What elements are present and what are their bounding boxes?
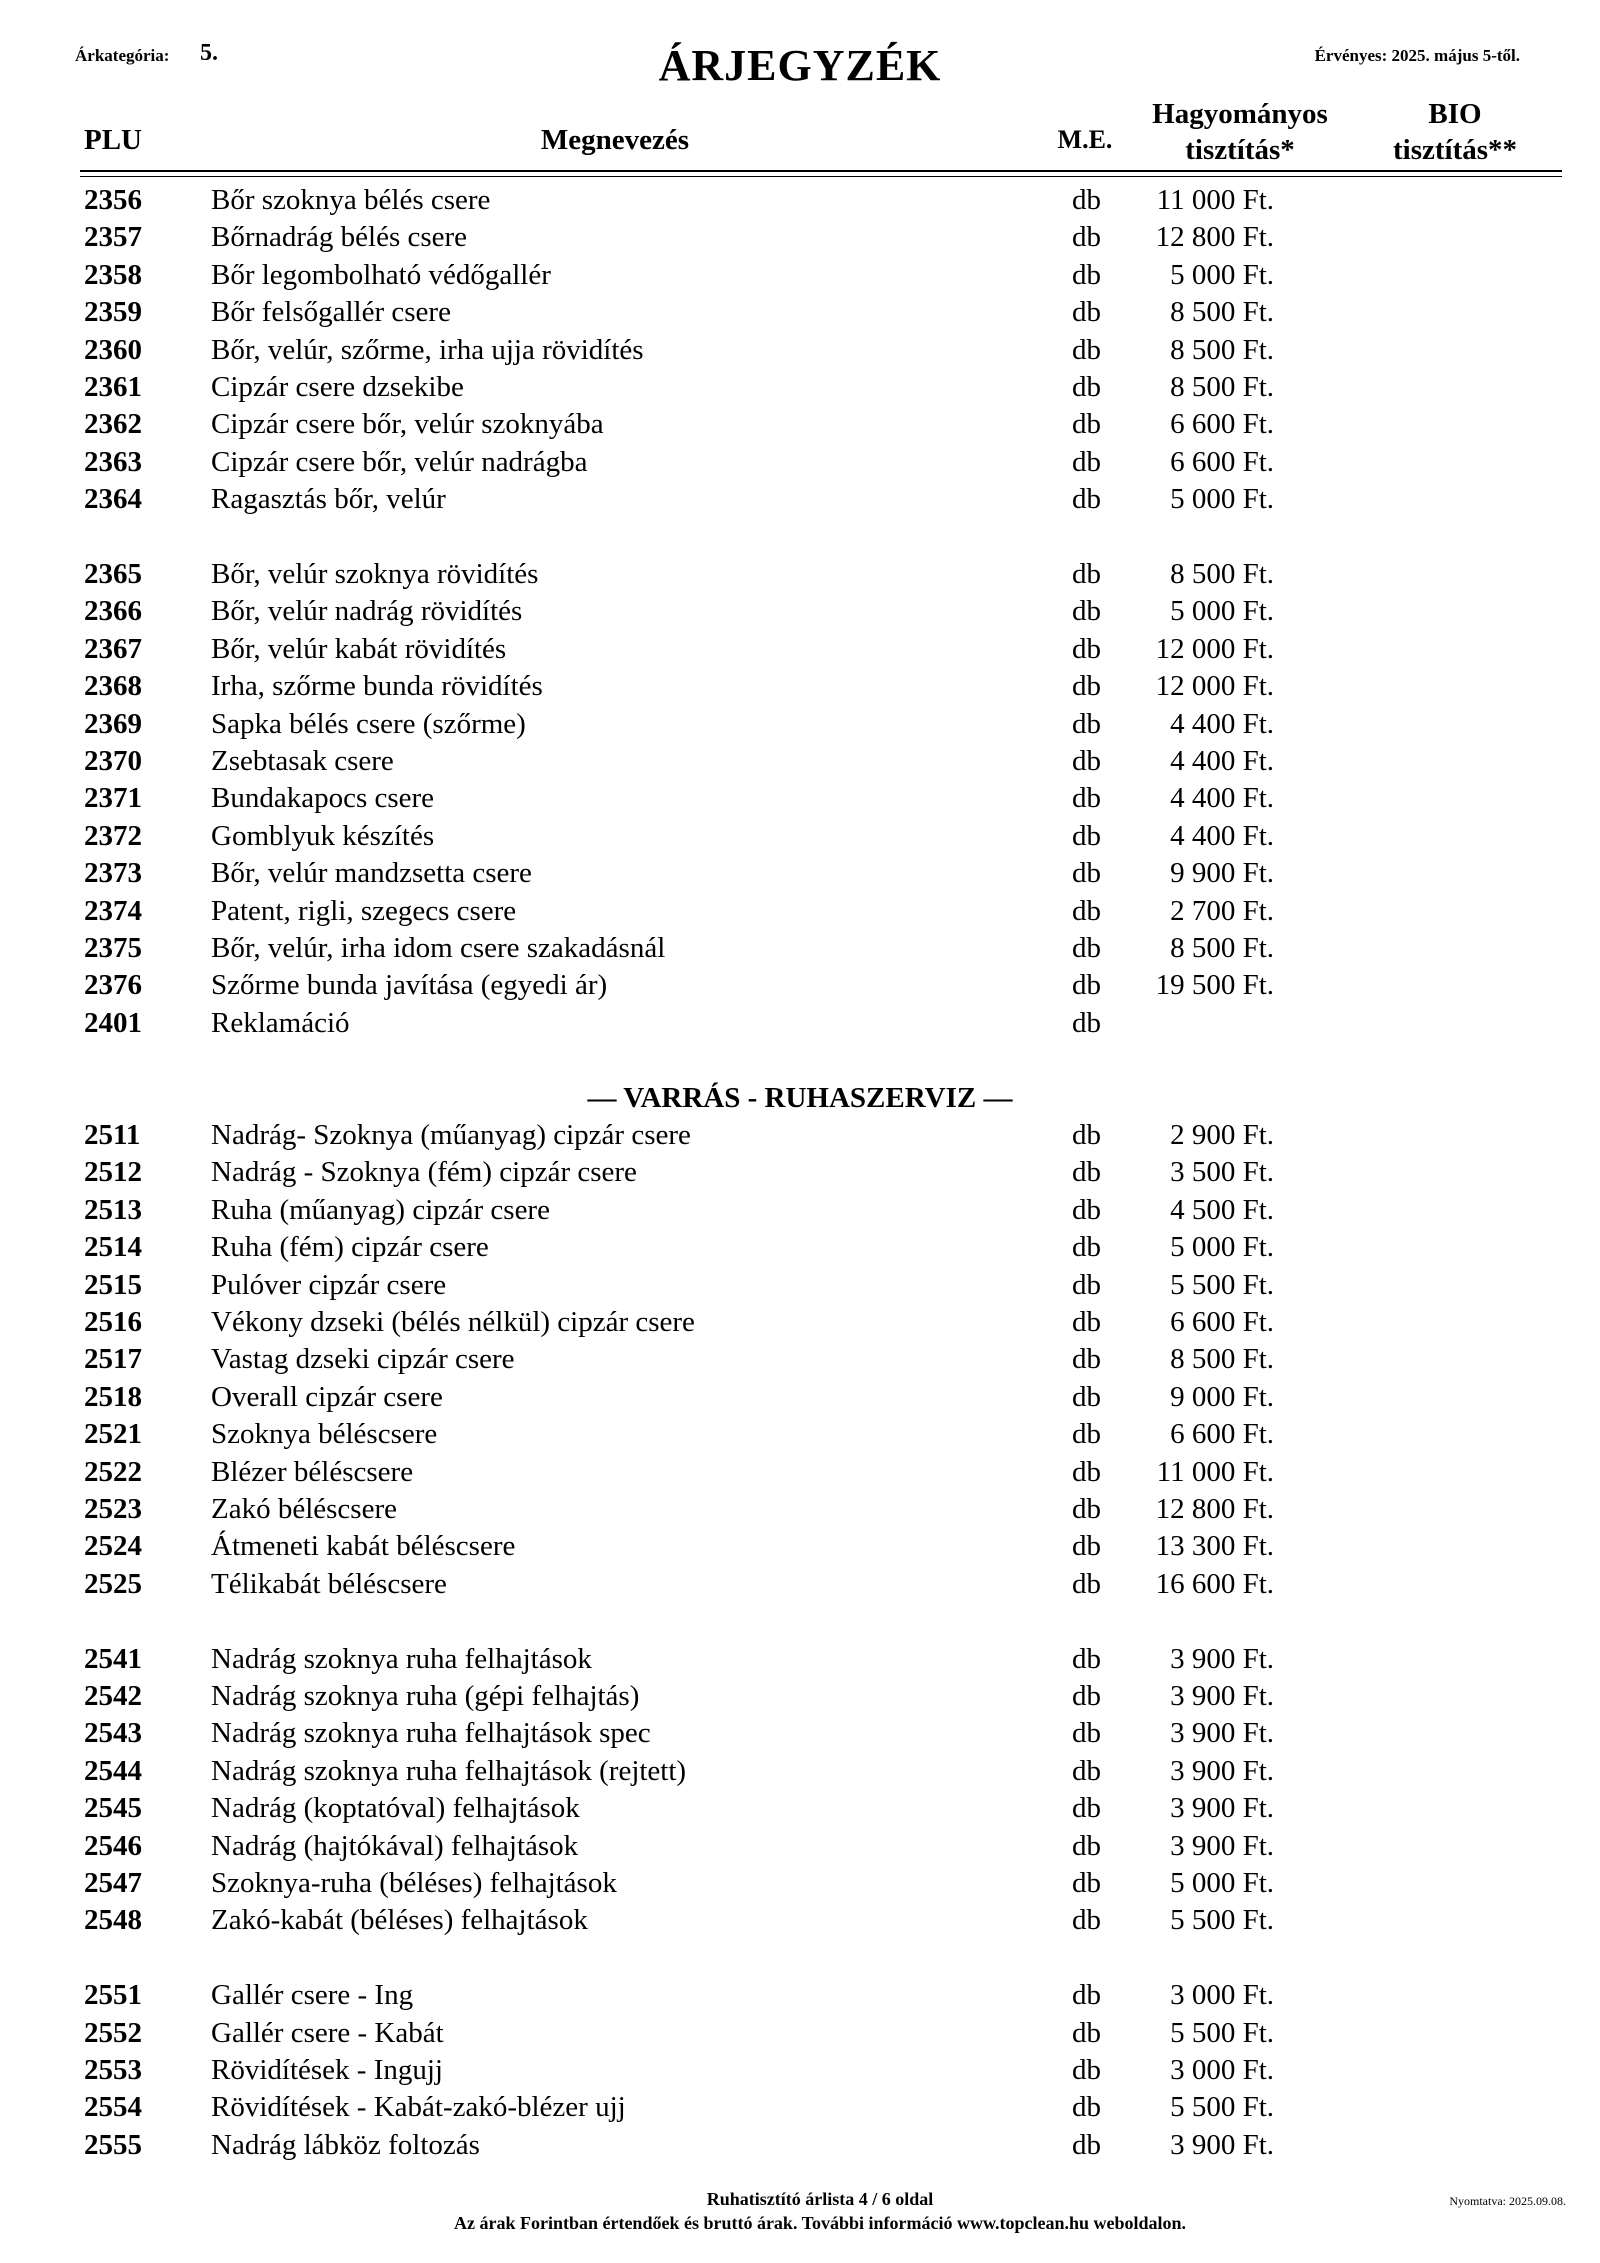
traditional-price: 8 500 Ft. <box>1170 371 1274 403</box>
traditional-price: 6 600 Ft. <box>1170 445 1274 478</box>
item-name: Nadrág szoknya ruha (gépi felhajtás) <box>211 1680 640 1712</box>
traditional-price: 8 500 Ft. <box>1170 333 1274 366</box>
item-name: Reklamáció <box>211 1006 350 1039</box>
plu-code: 2367 <box>84 632 142 665</box>
unit-of-measure: db <box>1072 819 1101 852</box>
plu-code: 2376 <box>84 969 142 1002</box>
footer-page-info: Ruhatisztító árlista 4 / 6 oldal <box>706 2189 934 2209</box>
item-name: Bőr, velúr nadrág rövidítés <box>211 595 523 628</box>
traditional-price: 3 900 Ft. <box>1170 1680 1274 1712</box>
unit-of-measure: db <box>1072 1867 1101 1899</box>
item-name: Cipzár csere bőr, velúr szoknyába <box>211 408 604 441</box>
traditional-price: 3 900 Ft. <box>1170 1792 1274 1825</box>
plu-code: 2541 <box>84 1642 142 1675</box>
table-row <box>0 1678 1600 1715</box>
unit-of-measure: db <box>1072 1119 1101 1151</box>
valid-from-date: Érvényes: 2025. május 5-től. <box>1314 46 1520 65</box>
printed-date: Nyomtatva: 2025.09.08. <box>1449 2194 1566 2208</box>
traditional-price: 16 600 Ft. <box>1155 1567 1274 1600</box>
traditional-price: 5 500 Ft. <box>1170 2016 1274 2049</box>
traditional-price: 12 800 Ft. <box>1155 1493 1274 1525</box>
item-name: Szoknya-ruha (béléses) felhajtások <box>211 1867 617 1899</box>
table-row <box>0 481 1600 518</box>
unit-of-measure: db <box>1072 1231 1101 1264</box>
item-name: Ruha (fém) cipzár csere <box>211 1231 489 1264</box>
plu-code: 2548 <box>84 1904 142 1937</box>
table-row <box>0 1379 1600 1416</box>
column-header-bio-line2: tisztítás** <box>1392 134 1518 166</box>
unit-of-measure: db <box>1072 2054 1101 2086</box>
table-row <box>0 1715 1600 1752</box>
traditional-price: 4 400 Ft. <box>1170 745 1274 777</box>
unit-of-measure: db <box>1072 969 1101 1002</box>
table-row <box>0 631 1600 668</box>
unit-of-measure: db <box>1072 2016 1101 2049</box>
item-name: Nadrág szoknya ruha felhajtások <box>211 1642 592 1675</box>
traditional-price: 6 600 Ft. <box>1170 408 1274 441</box>
item-name: Zakó-kabát (béléses) felhajtások <box>211 1904 588 1937</box>
traditional-price: 4 400 Ft. <box>1170 782 1274 815</box>
unit-of-measure: db <box>1072 1792 1101 1825</box>
traditional-price: 8 500 Ft. <box>1170 558 1274 590</box>
plu-code: 2362 <box>84 408 142 441</box>
item-name: Bőr felsőgallér csere <box>211 296 451 329</box>
plu-code: 2373 <box>84 857 142 890</box>
item-name: Bőr szoknya bélés csere <box>211 184 491 216</box>
item-name: Bundakapocs csere <box>211 782 435 815</box>
table-row <box>0 743 1600 780</box>
table-row <box>0 893 1600 930</box>
table-row <box>0 593 1600 630</box>
item-name: Átmeneti kabát béléscsere <box>211 1530 516 1563</box>
table-row <box>0 2089 1600 2126</box>
table-row <box>0 556 1600 593</box>
plu-code: 2512 <box>84 1156 142 1189</box>
traditional-price: 13 300 Ft. <box>1155 1530 1274 1563</box>
unit-of-measure: db <box>1072 745 1101 777</box>
item-name: Bőr, velúr, irha idom csere szakadásnál <box>211 932 666 964</box>
unit-of-measure: db <box>1072 1343 1101 1376</box>
unit-of-measure: db <box>1072 1567 1101 1600</box>
plu-code: 2514 <box>84 1231 142 1264</box>
item-name: Cipzár csere bőr, velúr nadrágba <box>211 445 588 478</box>
plu-code: 2547 <box>84 1867 142 1899</box>
table-row <box>0 1753 1600 1790</box>
column-header-traditional-line2: tisztítás* <box>1185 134 1295 166</box>
plu-code: 2356 <box>84 184 142 216</box>
column-header-traditional-line1: Hagyományos <box>1152 98 1328 130</box>
header-rule-thin <box>80 176 1562 177</box>
traditional-price: 5 000 Ft. <box>1170 483 1274 516</box>
item-name: Szőrme bunda javítása (egyedi ár) <box>211 969 608 1002</box>
traditional-price: 6 600 Ft. <box>1170 1306 1274 1338</box>
traditional-price: 2 700 Ft. <box>1170 894 1274 927</box>
price-category-label: Árkategória: <box>75 46 170 65</box>
item-name: Gallér csere - Kabát <box>211 2016 444 2049</box>
unit-of-measure: db <box>1072 371 1101 403</box>
traditional-price: 3 000 Ft. <box>1170 2054 1274 2086</box>
plu-code: 2518 <box>84 1380 142 1413</box>
item-name: Nadrág- Szoknya (műanyag) cipzár csere <box>211 1119 691 1151</box>
table-row <box>0 1790 1600 1827</box>
traditional-price: 11 000 Ft. <box>1156 184 1274 216</box>
table-row <box>0 818 1600 855</box>
item-name: Bőr, velúr, szőrme, irha ujja rövidítés <box>211 333 644 366</box>
item-name: Overall cipzár csere <box>211 1380 443 1413</box>
item-name: Nadrág - Szoknya (fém) cipzár csere <box>211 1156 637 1189</box>
unit-of-measure: db <box>1072 408 1101 441</box>
unit-of-measure: db <box>1072 1418 1101 1451</box>
table-row <box>0 1902 1600 1939</box>
plu-code: 2544 <box>84 1754 142 1787</box>
plu-code: 2375 <box>84 932 142 964</box>
column-header-traditional <box>1120 96 1360 168</box>
traditional-price: 5 000 Ft. <box>1170 258 1274 291</box>
unit-of-measure: db <box>1072 1904 1101 1937</box>
unit-of-measure: db <box>1072 1680 1101 1712</box>
plu-code: 2360 <box>84 333 142 366</box>
table-row <box>0 1454 1600 1491</box>
table-row <box>0 1416 1600 1453</box>
unit-of-measure: db <box>1072 932 1101 964</box>
traditional-price: 9 000 Ft. <box>1170 1380 1274 1413</box>
unit-of-measure: db <box>1072 1006 1101 1039</box>
item-name: Nadrág szoknya ruha felhajtások (rejtett) <box>211 1754 687 1787</box>
item-name: Rövidítések - Kabát-zakó-blézer ujj <box>211 2091 626 2124</box>
item-name: Gallér csere - Ing <box>211 1979 414 2012</box>
plu-code: 2372 <box>84 819 142 852</box>
price-category-value: 5. <box>200 40 218 66</box>
unit-of-measure: db <box>1072 670 1101 703</box>
plu-code: 2401 <box>84 1006 142 1039</box>
traditional-price: 11 000 Ft. <box>1156 1455 1274 1488</box>
item-name: Bőr legombolható védőgallér <box>211 258 551 291</box>
traditional-price: 3 900 Ft. <box>1170 1717 1274 1750</box>
traditional-price: 5 500 Ft. <box>1170 1268 1274 1301</box>
plu-code: 2368 <box>84 670 142 703</box>
unit-of-measure: db <box>1072 1380 1101 1413</box>
item-name: Pulóver cipzár csere <box>211 1268 447 1301</box>
plu-code: 2374 <box>84 894 142 927</box>
traditional-price: 3 900 Ft. <box>1170 1754 1274 1787</box>
item-name: Ruha (műanyag) cipzár csere <box>211 1193 550 1226</box>
table-row <box>0 1528 1600 1565</box>
plu-code: 2525 <box>84 1567 142 1600</box>
unit-of-measure: db <box>1072 1493 1101 1525</box>
traditional-price: 5 500 Ft. <box>1170 2091 1274 2124</box>
table-row <box>0 1641 1600 1678</box>
unit-of-measure: db <box>1072 296 1101 329</box>
table-row <box>0 1192 1600 1229</box>
unit-of-measure: db <box>1072 1306 1101 1338</box>
unit-of-measure: db <box>1072 2091 1101 2124</box>
table-row <box>0 182 1600 219</box>
plu-code: 2370 <box>84 745 142 777</box>
item-name: Bőrnadrág bélés csere <box>211 221 468 254</box>
plu-code: 2365 <box>84 558 142 590</box>
section-heading: — VARRÁS - RUHASZERVIZ — <box>587 1081 1013 1114</box>
traditional-price: 19 500 Ft. <box>1155 969 1274 1002</box>
traditional-price: 4 400 Ft. <box>1170 707 1274 740</box>
table-row <box>0 1267 1600 1304</box>
plu-code: 2515 <box>84 1268 142 1301</box>
plu-code: 2511 <box>84 1119 141 1151</box>
item-name: Télikabát béléscsere <box>211 1567 447 1600</box>
plu-code: 2521 <box>84 1418 142 1451</box>
header-rule-thick <box>80 170 1562 172</box>
unit-of-measure: db <box>1072 445 1101 478</box>
plu-code: 2366 <box>84 595 142 628</box>
table-row <box>0 930 1600 967</box>
table-row <box>0 1828 1600 1865</box>
table-row <box>0 855 1600 892</box>
table-row <box>0 294 1600 331</box>
unit-of-measure: db <box>1072 2128 1101 2161</box>
unit-of-measure: db <box>1072 1268 1101 1301</box>
table-row <box>0 1865 1600 1902</box>
unit-of-measure: db <box>1072 1193 1101 1226</box>
traditional-price: 3 000 Ft. <box>1170 1979 1274 2012</box>
table-row <box>0 257 1600 294</box>
traditional-price: 12 000 Ft. <box>1155 632 1274 665</box>
item-name: Ragasztás bőr, velúr <box>211 483 446 516</box>
traditional-price: 5 000 Ft. <box>1170 595 1274 628</box>
traditional-price: 5 500 Ft. <box>1170 1904 1274 1937</box>
unit-of-measure: db <box>1072 894 1101 927</box>
traditional-price: 8 500 Ft. <box>1170 296 1274 329</box>
item-name: Zsebtasak csere <box>211 745 394 777</box>
table-row <box>0 668 1600 705</box>
unit-of-measure: db <box>1072 1455 1101 1488</box>
plu-code: 2358 <box>84 258 142 291</box>
traditional-price: 4 500 Ft. <box>1170 1193 1274 1226</box>
table-row <box>0 1304 1600 1341</box>
item-name: Szoknya béléscsere <box>211 1418 438 1451</box>
traditional-price: 3 900 Ft. <box>1170 2128 1274 2161</box>
page-title: ÁRJEGYZÉK <box>658 41 942 90</box>
unit-of-measure: db <box>1072 1979 1101 2012</box>
table-row <box>0 706 1600 743</box>
table-row <box>0 967 1600 1004</box>
table-row <box>0 2127 1600 2164</box>
plu-code: 2546 <box>84 1829 142 1862</box>
unit-of-measure: db <box>1072 258 1101 291</box>
unit-of-measure: db <box>1072 184 1101 216</box>
plu-code: 2357 <box>84 221 142 254</box>
plu-code: 2363 <box>84 445 142 478</box>
traditional-price: 4 400 Ft. <box>1170 819 1274 852</box>
plu-code: 2555 <box>84 2128 142 2161</box>
column-header-plu: PLU <box>84 124 142 156</box>
column-header-bio <box>1360 96 1550 168</box>
item-name: Gomblyuk készítés <box>211 819 435 852</box>
table-row <box>0 1117 1600 1154</box>
item-name: Cipzár csere dzsekibe <box>211 371 464 403</box>
table-row <box>0 369 1600 406</box>
plu-code: 2552 <box>84 2016 142 2049</box>
plu-code: 2522 <box>84 1455 142 1488</box>
traditional-price: 9 900 Ft. <box>1170 857 1274 890</box>
plu-code: 2523 <box>84 1493 142 1525</box>
item-name: Sapka bélés csere (szőrme) <box>211 707 526 740</box>
plu-code: 2545 <box>84 1792 142 1825</box>
item-name: Zakó béléscsere <box>211 1493 397 1525</box>
unit-of-measure: db <box>1072 782 1101 815</box>
table-row <box>0 2052 1600 2089</box>
unit-of-measure: db <box>1072 1156 1101 1189</box>
plu-code: 2361 <box>84 371 142 403</box>
plu-code: 2359 <box>84 296 142 329</box>
table-row <box>0 2015 1600 2052</box>
traditional-price: 8 500 Ft. <box>1170 932 1274 964</box>
item-name: Vastag dzseki cipzár csere <box>211 1343 515 1376</box>
traditional-price: 3 500 Ft. <box>1170 1156 1274 1189</box>
item-name: Rövidítések - Ingujj <box>211 2054 443 2086</box>
unit-of-measure: db <box>1072 483 1101 516</box>
item-name: Vékony dzseki (bélés nélkül) cipzár csere <box>211 1306 695 1338</box>
plu-code: 2513 <box>84 1193 142 1226</box>
unit-of-measure: db <box>1072 857 1101 890</box>
table-row <box>0 1491 1600 1528</box>
traditional-price: 12 000 Ft. <box>1155 670 1274 703</box>
unit-of-measure: db <box>1072 632 1101 665</box>
traditional-price: 8 500 Ft. <box>1170 1343 1274 1376</box>
item-name: Nadrág (hajtókával) felhajtások <box>211 1829 579 1862</box>
unit-of-measure: db <box>1072 707 1101 740</box>
item-name: Irha, szőrme bunda rövidítés <box>211 670 543 703</box>
traditional-price: 3 900 Ft. <box>1170 1642 1274 1675</box>
table-row <box>0 1566 1600 1603</box>
plu-code: 2551 <box>84 1979 142 2012</box>
item-name: Nadrág szoknya ruha felhajtások spec <box>211 1717 651 1750</box>
traditional-price: 5 000 Ft. <box>1170 1867 1274 1899</box>
unit-of-measure: db <box>1072 1754 1101 1787</box>
unit-of-measure: db <box>1072 1829 1101 1862</box>
item-name: Patent, rigli, szegecs csere <box>211 894 517 927</box>
table-row <box>0 1229 1600 1266</box>
table-row <box>0 406 1600 443</box>
traditional-price: 6 600 Ft. <box>1170 1418 1274 1451</box>
table-row <box>0 1977 1600 2014</box>
plu-code: 2524 <box>84 1530 142 1563</box>
traditional-price: 12 800 Ft. <box>1155 221 1274 254</box>
table-row <box>0 1341 1600 1378</box>
unit-of-measure: db <box>1072 1530 1101 1563</box>
unit-of-measure: db <box>1072 333 1101 366</box>
item-name: Bőr, velúr szoknya rövidítés <box>211 558 539 590</box>
traditional-price: 2 900 Ft. <box>1170 1119 1274 1151</box>
column-header-bio-line1: BIO <box>1428 98 1482 130</box>
table-row <box>0 444 1600 481</box>
item-name: Bőr, velúr mandzsetta csere <box>211 857 532 890</box>
item-name: Nadrág (koptatóval) felhajtások <box>211 1792 580 1825</box>
unit-of-measure: db <box>1072 1642 1101 1675</box>
unit-of-measure: db <box>1072 221 1101 254</box>
unit-of-measure: db <box>1072 558 1101 590</box>
plu-code: 2516 <box>84 1306 142 1338</box>
item-name: Blézer béléscsere <box>211 1455 414 1488</box>
plu-code: 2517 <box>84 1343 142 1376</box>
plu-code: 2369 <box>84 707 142 740</box>
plu-code: 2542 <box>84 1680 142 1712</box>
item-name: Nadrág lábköz foltozás <box>211 2128 480 2161</box>
traditional-price: 3 900 Ft. <box>1170 1829 1274 1862</box>
plu-code: 2371 <box>84 782 142 815</box>
footer-note: Az árak Forintban értendőek és bruttó árak. További információ www.topclean.hu weboldalon. <box>453 2213 1187 2233</box>
column-header-name: Megnevezés <box>540 124 690 156</box>
table-row <box>0 332 1600 369</box>
table-row <box>0 1154 1600 1191</box>
table-row <box>0 219 1600 256</box>
table-row <box>0 1005 1600 1042</box>
item-name: Bőr, velúr kabát rövidítés <box>211 632 507 665</box>
plu-code: 2554 <box>84 2091 142 2124</box>
plu-code: 2553 <box>84 2054 142 2086</box>
table-row <box>0 780 1600 817</box>
plu-code: 2543 <box>84 1717 142 1750</box>
traditional-price: 5 000 Ft. <box>1170 1231 1274 1264</box>
unit-of-measure: db <box>1072 1717 1101 1750</box>
plu-code: 2364 <box>84 483 142 516</box>
unit-of-measure: db <box>1072 595 1101 628</box>
column-header-unit: M.E. <box>1057 125 1113 154</box>
